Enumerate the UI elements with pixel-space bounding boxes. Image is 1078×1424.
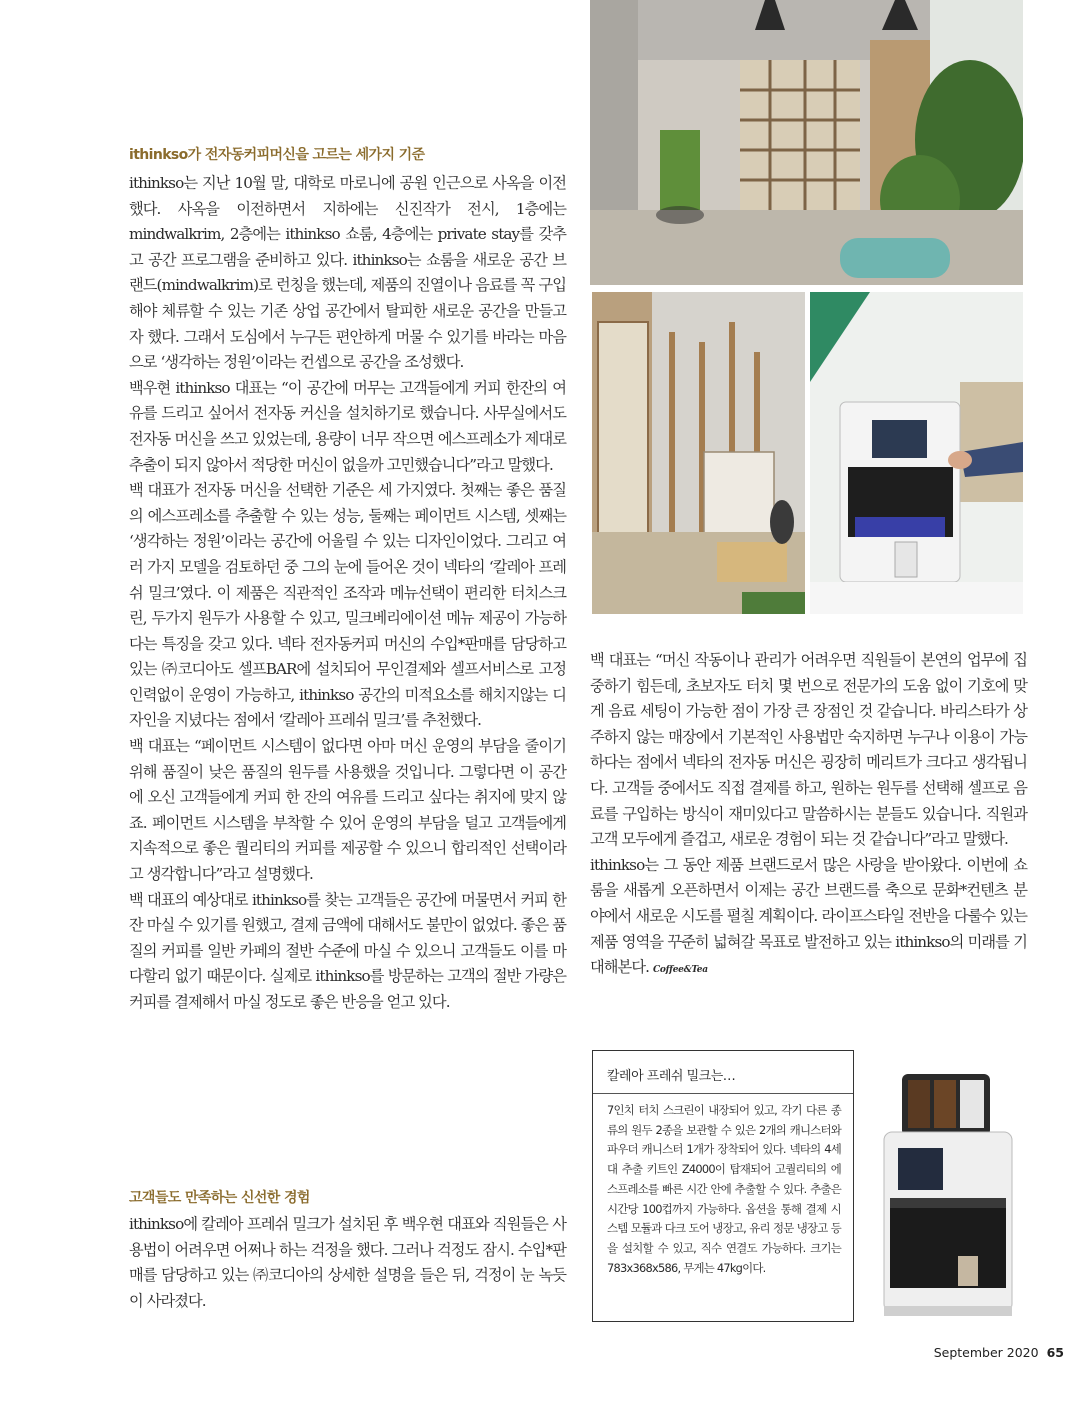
info-box-body: 7인치 터치 스크린이 내장되어 있고, 각기 다른 종류의 원두 2종을 보관할 수 있은 2개의 캐니스터와 파우더 캐니스터 1개가 장착되어 있다. 넥타의 4세대 추출 키트인 Z4000이 탑재되어 고퀄리티의 에스프레소를 빠른 시간 안에 추출할 수 있다. 추출은 시간당 100컵까지 가능하다. 옵션을 통해 결제 시스템 모듈과 다크 도어 냉장고, 유리 정문 냉장고 등을 설치할 수 있고, 직수 연결도 가능하다. 크기는 783x368x586, 무게는 47kg이다.: [607, 1103, 841, 1275]
section-heading-experience: 고객들도 만족하는 신선한 경험: [129, 1190, 310, 1206]
body-paragraph: 백 대표는 “머신 작동이나 관리가 어려우면 직원들이 본연의 업무에 집중하기 힘든데, 초보자도 터치 몇 번으로 전문가의 도움 없이 기호에 맞게 음료 세팅이 가능한 점이 가장 큰 장점인 것 같습니다. 바리스타가 상주하지 않는 매장에서 기본적인 사용법만 숙지하면 누구나 이용이 가능하다는 점에서 넥타의 전자동 머신은 굉장히 메리트가 크다고 생각됩니다. 고객들 중에서도 직접 결제를 하고, 원하는 원두를 선택해 셀프로 음료를 구입하는 방식이 재미있다고 말씀하시는 분들도 있습니다. 직원과 고객 모두에게 즐겁고, 새로운 경험이 되는 것 같습니다”라고 말했다.: [590, 651, 1027, 849]
calea-fresh-milk-product-photo: [868, 1068, 1020, 1323]
body-paragraph: ithinkso에 칼레아 프레쉬 밀크가 설치된 후 백우현 대표와 직원들은 사용법이 어려우면 어쩌나 하는 걱정을 했다. 그러나 걱정도 잠시. 수입*판매를 담당하고 있는 ㈜코디아의 상세한 설명을 들은 뒤, 걱정이 눈 녹듯이 사라졌다.: [129, 1215, 566, 1310]
body-paragraph: [590, 853, 1027, 984]
product-info-box: [592, 1050, 854, 1322]
right-column: [590, 648, 1027, 984]
body-paragraph: ithinkso는 지난 10월 말, 대학로 마로니에 공원 인근으로 사옥을 이전했다. 사옥을 이전하면서 지하에는 신진작가 전시, 1층에는 mindwalkrim, 2층에는 ithinkso 쇼룸, 4층에는 private stay를 갖추고 공간 프로그램을 준비하고 있다. ithinkso는 쇼룸을 새로운 공간 브랜드(mindwalkrim)로 런칭을 했는데, 제품의 진열이나 음료를 꼭 구입해야 체류할 수 있는 기존 상업 공간에서 탈피한 새로운 공간을 만들고자 했다. 그래서 도심에서 누구든 편안하게 머물 수 있기를 바라는 마음으로 ‘생각하는 정원’이라는 컨셉으로 공간을 조성했다.: [129, 174, 566, 372]
body-paragraph-text: ithinkso는 그 동안 제품 브랜드로서 많은 사랑을 받아왔다. 이번에 쇼룸을 새롭게 오픈하면서 이제는 공간 브랜드를 축으로 문화*컨텐츠 분야에서 새로운 시도를 펼칠 계획이다. 라이프스타일 전반을 다룰수 있는 제품 영역을 꾸준히 넓혀갈 목표로 발전하고 있는 ithinkso의 미래를 기대해본다.: [590, 855, 1027, 977]
magazine-signature: Coffee&Tea: [653, 965, 708, 976]
body-paragraph: 백 대표가 전자동 머신을 선택한 기준은 세 가지였다. 첫째는 좋은 품질의 에스프레소를 추출할 수 있는 성능, 둘째는 페이먼트 시스템, 셋째는 ‘생각하는 정원’이라는 공간에 어울릴 수 있는 디자인이었다. 그리고 여러 가지 모델을 검토하던 중 그의 눈에 들어온 것이 넥타의 ‘칼레아 프레쉬 밀크’였다. 이 제품은 직관적인 조작과 메뉴선택이 편리한 터치스크린, 두가지 원두가 사용할 수 있고, 밀크베리에이션 메뉴 제공이 가능하다는 특징을 갖고 있다. 넥타 전자동커피 머신의 수입*판매를 담당하고 있는 ㈜코디아도 셀프BAR에 설치되어 무인결제와 셀프서비스로 고정인력없이 운영이 가능하고, ithinkso 공간의 미적요소를 해치지않는 디자인을 지녔다는 점에서 ‘칼레아 프레쉬 밀크’를 추천했다.: [129, 481, 566, 730]
page-number: 65: [1046, 1345, 1064, 1360]
info-box-title: 칼레아 프레쉬 밀크는…: [607, 1069, 736, 1084]
body-paragraph: 백 대표는 “페이먼트 시스템이 없다면 아마 머신 운영의 부담을 줄이기 위해 품질이 낮은 품질의 원두를 사용했을 것입니다. 그렇다면 이 공간에 오신 고객들에게 커피 한 잔의 여유를 드리고 싶다는 취지에 맞지 않죠. 페이먼트 시스템을 부착할 수 있어 운영의 부담을 덜고 고객들에게 지속적으로 좋은 퀄리티의 커피를 제공할 수 있으니 합리적인 선택이라고 생각합니다”라고 설명했다.: [129, 737, 566, 884]
section-heading-criteria: ithinkso가 전자동커피머신을 고르는 세가지 기준: [129, 147, 425, 163]
body-paragraph: 백우현 ithinkso 대표는 “이 공간에 머무는 고객들에게 커피 한잔의 여유를 드리고 싶어서 전자동 커신을 설치하기로 했습니다. 사무실에서도 전자동 머신을 쓰고 있었는데, 용량이 너무 작으면 에스프레소가 제대로 추출이 되지 않아서 적당한 머신이 없을까 고민했습니다”라고 말했다.: [129, 378, 566, 474]
left-column-section2: [129, 1212, 566, 1314]
coffee-machine-in-use-photo: [810, 292, 1023, 614]
body-paragraph: 백 대표의 예상대로 ithinkso를 찾는 고객들은 공간에 머물면서 커피 한 잔 마실 수 있기를 원했고, 결제 금액에 대해서도 불만이 없었다. 좋은 품질의 커피를 일반 카페의 절반 수준에 마실 수 있으니 고객들도 이를 마다할리 없기 때문이다. 실제로 ithinkso를 방문하는 고객의 절반 가량은 커피를 결제해서 마실 정도로 좋은 반응을 얻고 있다.: [129, 890, 566, 1011]
page-footer: [934, 1345, 1064, 1360]
left-column-section1: [129, 171, 566, 1016]
issue-date: September 2020: [933, 1345, 1039, 1360]
showroom-interior-photo: [590, 0, 1023, 285]
bookshelf-wall-photo: [592, 292, 805, 614]
